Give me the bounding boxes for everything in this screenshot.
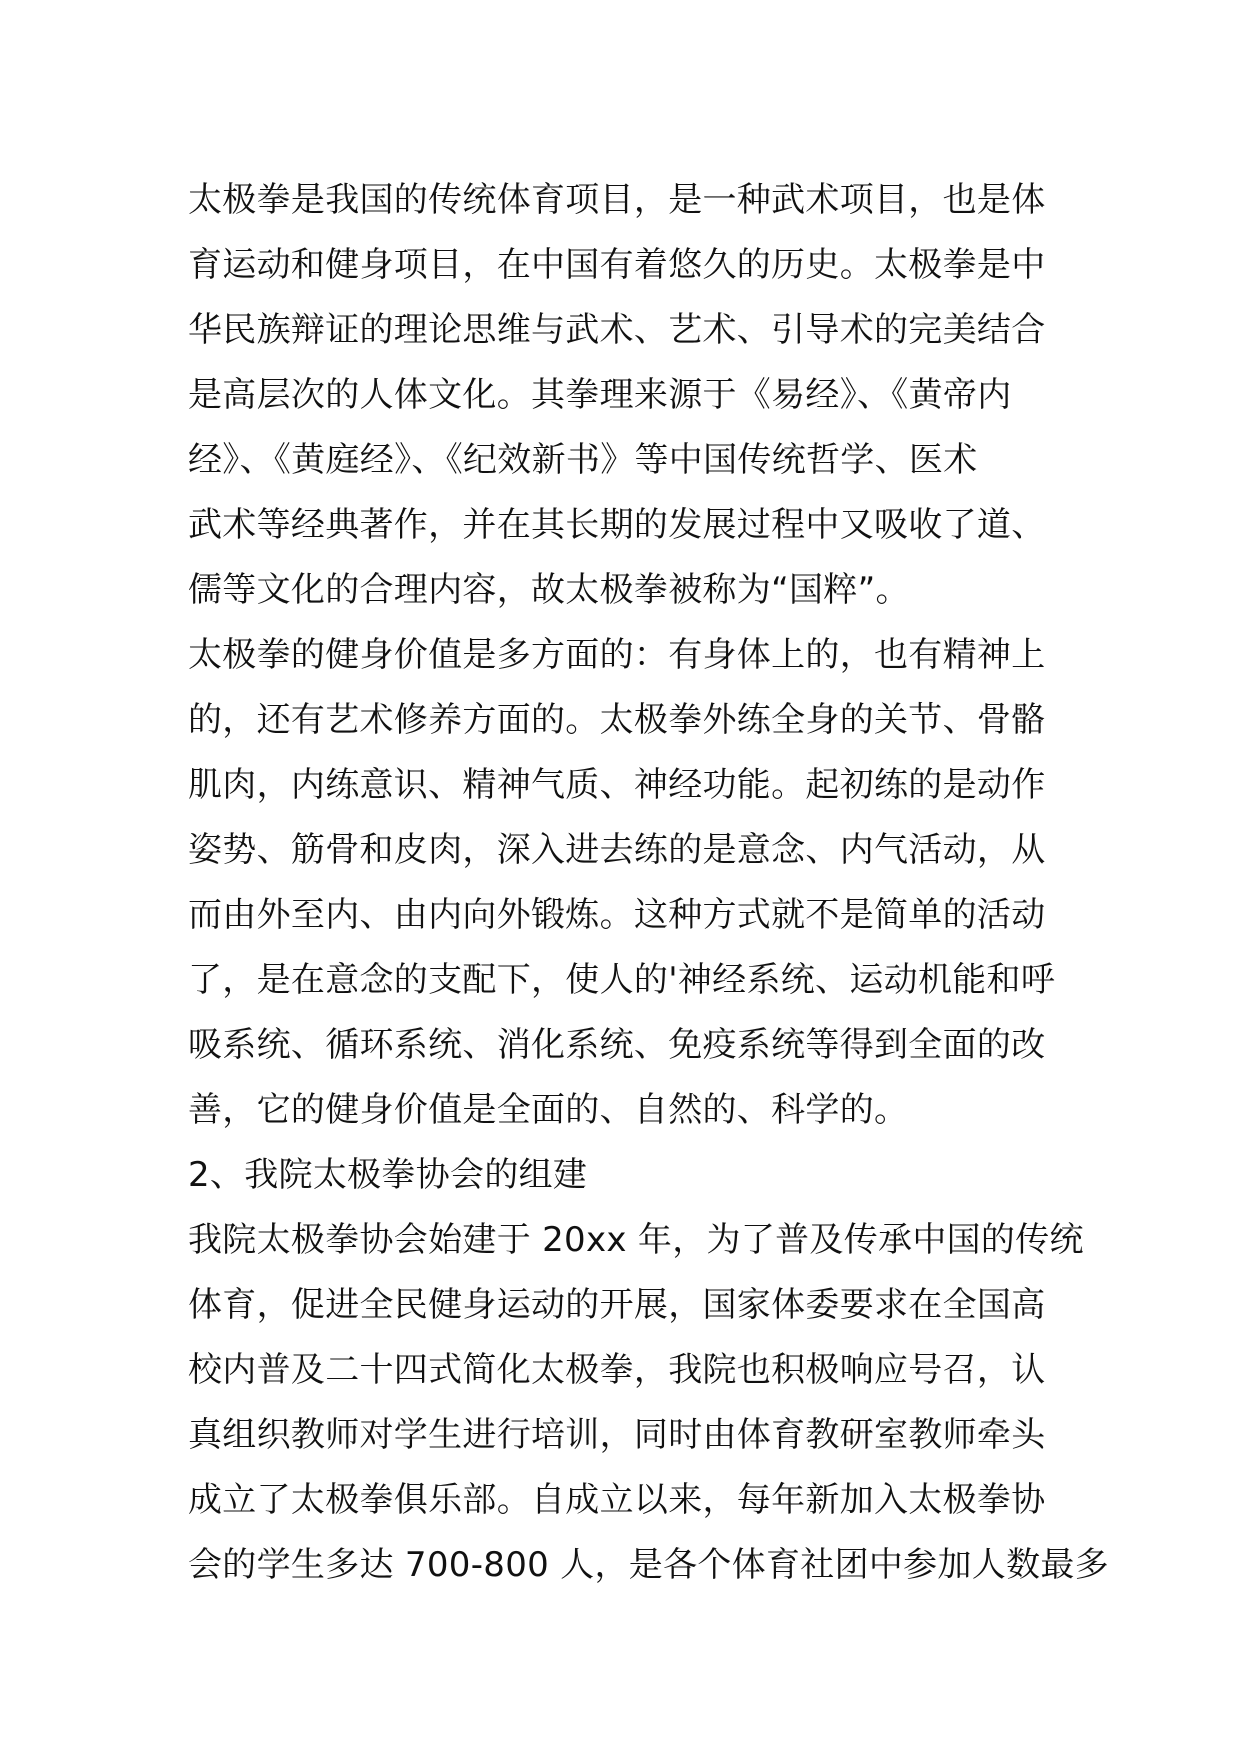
text-line: 姿势、筋骨和皮肉，深入进去练的是意念、内气活动，从 [188, 830, 1046, 870]
text-line: 成立了太极拳俱乐部。自成立以来，每年新加入太极拳协 [188, 1480, 1046, 1520]
section-heading-text: 2、我院太极拳协会的组建 [188, 1155, 588, 1195]
text-line: 太极拳的健身价值是多方面的：有身体上的，也有精神上 [188, 635, 1046, 675]
text-line: 肌肉，内练意识、精神气质、神经功能。起初练的是动作 [188, 765, 1046, 805]
text-line: 经》、《黄庭经》、《纪效新书》等中国传统哲学、医术 [188, 440, 978, 480]
text-line: 吸系统、循环系统、消化系统、免疫系统等得到全面的改 [188, 1025, 1046, 1065]
text-line: 儒等文化的合理内容，故太极拳被称为“国粹”。 [188, 570, 910, 610]
text-line: 我院太极拳协会始建于 20xx 年，为了普及传承中国的传统 [188, 1220, 1084, 1260]
text-line: 育运动和健身项目，在中国有着悠久的历史。太极拳是中 [188, 245, 1046, 285]
text-line: 校内普及二十四式简化太极拳，我院也积极响应号召，认 [188, 1350, 1046, 1390]
text-line: 体育，促进全民健身运动的开展，国家体委要求在全国高 [188, 1285, 1046, 1325]
paragraph-intro [188, 168, 1068, 623]
text-line: 而由外至内、由内向外锻炼。这种方式就不是简单的活动 [188, 895, 1046, 935]
section-heading [188, 1143, 1068, 1208]
text-line: 的，还有艺术修养方面的。太极拳外练全身的关节、骨骼 [188, 700, 1046, 740]
paragraph-health-value [188, 623, 1068, 1143]
paragraph-association [188, 1208, 1109, 1598]
text-line: 善，它的健身价值是全面的、自然的、科学的。 [188, 1090, 909, 1130]
text-line: 真组织教师对学生进行培训，同时由体育教研室教师牵头 [188, 1415, 1046, 1455]
text-line: 华民族辩证的理论思维与武术、艺术、引导术的完美结合 [188, 310, 1046, 350]
text-line: 了，是在意念的支配下，使人的'神经系统、运动机能和呼 [188, 960, 1056, 1000]
text-line: 是高层次的人体文化。其拳理来源于《易经》、《黄帝内 [188, 375, 1012, 415]
document-body [188, 168, 1109, 1598]
text-line: 会的学生多达 700-800 人，是各个体育社团中参加人数最多 [188, 1545, 1109, 1585]
text-line: 太极拳是我国的传统体育项目，是一种武术项目，也是体 [188, 180, 1046, 220]
text-line: 武术等经典著作，并在其长期的发展过程中又吸收了道、 [188, 505, 1046, 545]
